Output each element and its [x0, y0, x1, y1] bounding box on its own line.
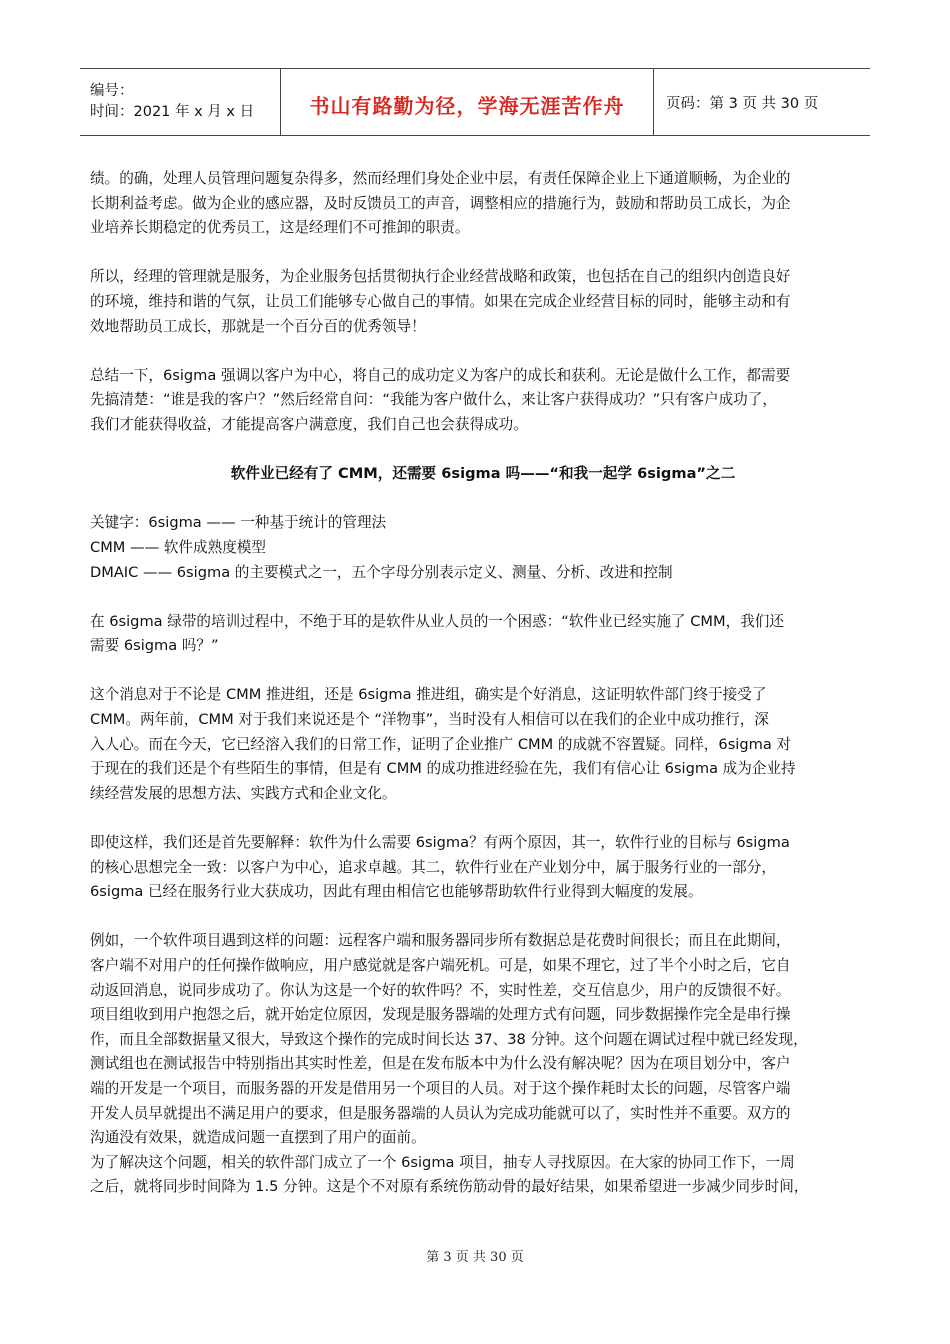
text-line: 6sigma 已经在服务行业大获成功，因此有理由相信它也能够帮助软件行业得到大幅度的发展。	[90, 883, 703, 901]
text-line: 例如，一个软件项目遇到这样的问题：远程客户端和服务器同步所有数据总是花费时间很长；而且在此期间，	[90, 932, 791, 950]
text-line: 测试组也在测试报告中特别指出其实时性差，但是在发布版本中为什么没有解决呢？因为在项目划分中，客户	[90, 1055, 791, 1073]
text-line: 长期利益考虑。做为企业的感应器，及时反馈员工的声音，调整相应的措施行为，鼓励和帮助员工成长，为企	[90, 194, 791, 212]
paragraph	[90, 265, 862, 339]
document-body	[90, 167, 862, 1200]
text-line: 为了解决这个问题，相关的软件部门成立了一个 6sigma 项目，抽专人寻找原因。在大家的协同工作下，一周	[90, 1153, 795, 1171]
keywords-block	[90, 511, 862, 585]
paragraph	[90, 364, 862, 438]
header-motto: 书山有路勤为径，学海无涯苦作舟	[309, 93, 625, 118]
keyword-line: 关键字：6sigma —— 一种基于统计的管理法	[90, 514, 387, 532]
text-line: 入人心。而在今天，它已经溶入我们的日常工作，证明了企业推广 CMM 的成就不容置疑。同样，6sigma 对	[90, 735, 792, 753]
page-header	[80, 68, 870, 136]
text-line: 需要 6sigma 吗？”	[90, 637, 219, 655]
keyword-line: CMM —— 软件成熟度模型	[90, 538, 266, 556]
text-line: 先搞清楚：“谁是我的客户？”然后经常自问：“我能为客户做什么，来让客户获得成功？”只有客户成功了，	[90, 391, 777, 409]
header-page-info: 页码：第 3 页 共 30 页	[666, 95, 819, 112]
section-title: 软件业已经有了 CMM，还需要 6sigma 吗——“和我一起学 6sigma”之二	[230, 465, 736, 483]
text-line: 于现在的我们还是个有些陌生的事情，但是有 CMM 的成功推进经验在先，我们有信心让 6sigma 成为企业持	[90, 760, 796, 778]
text-line: 开发人员早就提出不满足用户的要求，但是服务器端的人员认为完成功能就可以了，实时性并不重要。双方的	[90, 1104, 791, 1122]
text-line: 作，而且全部数据量又很大，导致这个操作的完成时间长达 37、38 分钟。这个问题在调试过程中就已经发现，	[90, 1030, 808, 1048]
header-page-info-cell	[654, 69, 870, 135]
document-number-label: 编号：	[90, 83, 134, 99]
text-line: 即使这样，我们还是首先要解释：软件为什么需要 6sigma？有两个原因，其一，软件行业的目标与 6sigma	[90, 834, 790, 852]
text-line: 这个消息对于不论是 CMM 推进组，还是 6sigma 推进组，确实是个好消息，这证明软件部门终于接受了	[90, 686, 767, 704]
text-line: 沟通没有效果，就造成问题一直摆到了用户的面前。	[90, 1129, 426, 1147]
paragraph	[90, 167, 862, 241]
paragraph	[90, 610, 862, 659]
text-line: CMM。两年前，CMM 对于我们来说还是个 “洋物事”，当时没有人相信可以在我们的企业中成功推行，深	[90, 711, 769, 729]
text-line: 续经营发展的思想方法、实践方式和企业文化。	[90, 784, 397, 802]
text-line: 项目组收到用户抱怨之后，就开始定位原因，发现是服务器端的处理方式有问题，同步数据操作完全是串行操	[90, 1006, 791, 1024]
text-line: 绩。的确，处理人员管理问题复杂得多，然而经理们身处企业中层，有责任保障企业上下通道顺畅，为企业的	[90, 170, 791, 187]
text-line: 总结一下，6sigma 强调以客户为中心，将自己的成功定义为客户的成长和获利。无论是做什么工作，都需要	[90, 366, 791, 384]
header-motto-cell	[280, 69, 654, 135]
paragraph	[90, 683, 862, 806]
text-line: 所以，经理的管理就是服务，为企业服务包括贯彻执行企业经营战略和政策，也包括在自己的组织内创造良好	[90, 268, 791, 286]
text-line: 的环境，维持和谐的气氛，让员工们能够专心做自己的事情。如果在完成企业经营目标的同时，能够主动和有	[90, 292, 791, 310]
text-line: 端的开发是一个项目，而服务器的开发是借用另一个项目的人员。对于这个操作耗时太长的问题，尽管客户端	[90, 1079, 791, 1097]
header-meta	[80, 69, 280, 135]
text-line: 我们才能获得收益，才能提高客户满意度，我们自己也会获得成功。	[90, 415, 528, 433]
text-line: 客户端不对用户的任何操作做响应，用户感觉就是客户端死机。可是，如果不理它，过了半个小时之后，它自	[90, 957, 791, 974]
text-line: 的核心思想完全一致：以客户为中心，追求卓越。其二，软件行业在产业划分中，属于服务行业的一部分，	[90, 858, 776, 876]
paragraph	[90, 929, 862, 1200]
document-date: 时间：2021 年 x 月 x 日	[90, 104, 255, 120]
text-line: 之后，就将同步时间降为 1.5 分钟。这是个不对原有系统伤筋动骨的最好结果，如果希望进一步减少同步时间，	[90, 1178, 809, 1196]
text-line: 效地帮助员工成长，那就是一个百分百的优秀领导！	[90, 317, 426, 335]
text-line: 动返回消息，说同步成功了。你认为这是一个好的软件吗？不，实时性差，交互信息少，用户的反馈很不好。	[90, 981, 791, 999]
text-line: 在 6sigma 绿带的培训过程中，不绝于耳的是软件从业人员的一个困惑：“软件业已经实施了 CMM，我们还	[90, 612, 784, 630]
paragraph	[90, 831, 862, 905]
text-line: 业培养长期稳定的优秀员工，这是经理们不可推卸的职责。	[90, 219, 470, 237]
page-footer: 第 3 页 共 30 页	[426, 1250, 524, 1265]
keyword-line: DMAIC —— 6sigma 的主要模式之一，五个字母分别表示定义、测量、分析、改进和控制	[90, 563, 673, 581]
